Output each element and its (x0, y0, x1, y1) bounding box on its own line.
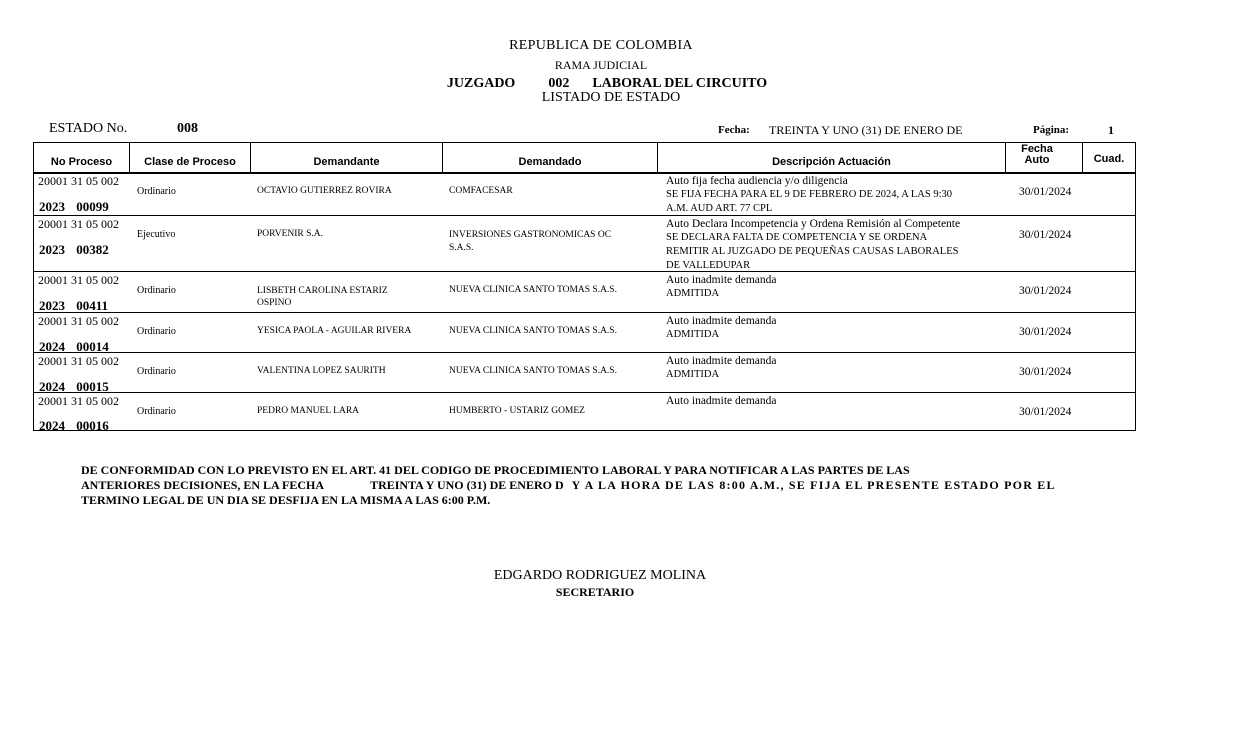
demandado (449, 229, 611, 255)
demandante (257, 285, 388, 309)
header-listing: LISTADO DE ESTADO (541, 90, 681, 105)
demandado: NUEVA CLINICA SANTO TOMAS S.A.S. (449, 285, 617, 295)
fecha-value: TREINTA Y UNO (31) DE ENERO DE (769, 123, 963, 137)
estado-table (33, 142, 1136, 431)
clase-proceso: Ordinario (137, 285, 176, 296)
demandante-line: OSPINO (257, 298, 292, 308)
row-divider (34, 312, 1135, 313)
signature-name: EDGARDO RODRIGUEZ MOLINA (493, 568, 707, 583)
proceso-seq: 00099 (76, 199, 109, 214)
proceso-year: 2023 (39, 298, 65, 313)
col-header-clase: Clase de Proceso (144, 156, 236, 168)
proceso-number (39, 199, 109, 215)
proceso-prefix: 20001 31 05 002 (38, 217, 119, 231)
descripcion-line: Auto inadmite demanda (666, 315, 777, 327)
demandante: OCTAVIO GUTIERREZ ROVIRA (257, 186, 392, 196)
proceso-number (39, 339, 109, 355)
descripcion-line: ADMITIDA (666, 369, 720, 380)
descripcion-line: ADMITIDA (666, 288, 720, 299)
fecha-label: Fecha: (718, 124, 750, 136)
signature-role: SECRETARIO (555, 585, 635, 599)
descripcion (666, 394, 777, 408)
col-header-demandado: Demandado (518, 156, 582, 168)
col-header-demandante: Demandante (313, 156, 380, 168)
pagina-label: Página: (1033, 124, 1070, 136)
demandante: YESICA PAOLA - AGUILAR RIVERA (257, 326, 412, 336)
fecha-auto: 30/01/2024 (1019, 229, 1072, 241)
demandante: PORVENIR S.A. (257, 229, 324, 239)
notice-line-2-date: TREINTA Y UNO (31) DE ENERO D (370, 478, 564, 492)
demandado: HUMBERTO - USTARIZ GOMEZ (449, 406, 585, 416)
clase-proceso: Ejecutivo (137, 229, 176, 240)
fecha-auto: 30/01/2024 (1019, 326, 1072, 338)
descripcion-line: Auto Declara Incompetencia y Ordena Remisión al Competente (666, 218, 961, 230)
descripcion-line: SE DECLARA FALTA DE COMPETENCIA Y SE ORDENA (666, 232, 928, 243)
demandante: VALENTINA LOPEZ SAURITH (257, 366, 386, 376)
demandado: NUEVA CLINICA SANTO TOMAS S.A.S. (449, 366, 617, 376)
proceso-seq: 00016 (76, 418, 109, 433)
header-court-word: JUZGADO (446, 76, 516, 91)
proceso-year: 2023 (39, 242, 65, 257)
proceso-number (39, 418, 109, 434)
col-header-descripcion: Descripción Actuación (772, 156, 891, 168)
demandante-line: LISBETH CAROLINA ESTARIZ (257, 286, 388, 296)
pagina-value: 1 (1108, 123, 1114, 137)
col-header-no-proceso: No Proceso (50, 156, 113, 168)
col-header-cuad: Cuad. (1093, 153, 1125, 165)
clase-proceso: Ordinario (137, 186, 176, 197)
descripcion (666, 174, 952, 216)
demandado: COMFACESAR (449, 186, 513, 196)
notice-paragraph (81, 463, 1056, 508)
descripcion (666, 273, 777, 301)
demandante: PEDRO MANUEL LARA (257, 406, 360, 416)
fecha-auto: 30/01/2024 (1019, 366, 1072, 378)
proceso-year: 2023 (39, 199, 65, 214)
proceso-number (39, 379, 109, 395)
descripcion (666, 217, 960, 273)
clase-proceso: Ordinario (137, 326, 176, 337)
fecha-auto: 30/01/2024 (1019, 285, 1072, 297)
proceso-seq: 00382 (76, 242, 109, 257)
descripcion-line: SE FIJA FECHA PARA EL 9 DE FEBRERO DE 2024, A LAS 9:30 (666, 189, 952, 200)
row-divider (34, 215, 1135, 216)
fecha-auto: 30/01/2024 (1019, 186, 1072, 198)
proceso-year: 2024 (39, 379, 65, 394)
row-divider (34, 172, 1135, 174)
row-divider (34, 352, 1135, 353)
descripcion-line: ADMITIDA (666, 329, 720, 340)
descripcion-line: Auto fija fecha audiencia y/o diligencia (666, 175, 848, 187)
col-header-fecha-auto-line1: Fecha (1021, 143, 1053, 155)
notice-line-2-start: ANTERIORES DECISIONES, EN LA FECHA (81, 478, 325, 492)
descripcion (666, 314, 777, 342)
col-header-fecha-auto (1006, 144, 1068, 166)
descripcion-line: Auto inadmite demanda (666, 395, 777, 407)
descripcion-line: REMITIR AL JUZGADO DE PEQUEÑAS CAUSAS LABORALES (666, 246, 959, 257)
demandado: NUEVA CLINICA SANTO TOMAS S.A.S. (449, 326, 617, 336)
proceso-seq: 00015 (76, 379, 109, 394)
proceso-year: 2024 (39, 418, 65, 433)
proceso-prefix: 20001 31 05 002 (38, 354, 119, 368)
descripcion-line: Auto inadmite demanda (666, 355, 777, 367)
proceso-prefix: 20001 31 05 002 (38, 314, 119, 328)
clase-proceso: Ordinario (137, 406, 176, 417)
notice-line-3: TERMINO LEGAL DE UN DIA SE DESFIJA EN LA MISMA A LAS 6:00 P.M. (81, 493, 491, 507)
proceso-seq: 00014 (76, 339, 109, 354)
notice-line-2-end: Y A LA HORA DE LAS 8:00 A.M., SE FIJA EL PRESENTE ESTADO POR EL (571, 478, 1056, 492)
header-country: REPUBLICA DE COLOMBIA (509, 38, 693, 53)
descripcion-line: Auto inadmite demanda (666, 274, 777, 286)
col-header-fecha-auto-line2: Auto (1024, 154, 1050, 166)
demandado-line: S.A.S. (449, 243, 474, 253)
estado-label: ESTADO No. (49, 121, 128, 136)
proceso-number (39, 242, 109, 258)
header-branch: RAMA JUDICIAL (554, 58, 648, 72)
descripcion-line: DE VALLEDUPAR (666, 260, 751, 271)
demandado-line: INVERSIONES GASTRONOMICAS OC (449, 230, 612, 240)
proceso-prefix: 20001 31 05 002 (38, 174, 119, 188)
estado-number: 008 (177, 121, 198, 136)
proceso-year: 2024 (39, 339, 65, 354)
header-court-number: 002 (548, 76, 570, 91)
descripcion-line: A.M. AUD ART. 77 CPL (666, 203, 773, 214)
proceso-prefix: 20001 31 05 002 (38, 394, 119, 408)
header-court-type: LABORAL DEL CIRCUITO (592, 76, 768, 91)
fecha-auto: 30/01/2024 (1019, 406, 1072, 418)
row-divider (34, 271, 1135, 272)
descripcion (666, 354, 777, 382)
proceso-number (39, 298, 108, 314)
clase-proceso: Ordinario (137, 366, 176, 377)
notice-line-1: DE CONFORMIDAD CON LO PREVISTO EN EL ART. 41 DEL CODIGO DE PROCEDIMIENTO LABORAL Y PARA NOTIFICAR A LAS PARTES DE LAS (81, 463, 910, 477)
row-divider (34, 392, 1135, 393)
proceso-seq: 00411 (76, 298, 109, 313)
proceso-prefix: 20001 31 05 002 (38, 273, 119, 287)
notice-line-2 (81, 478, 1056, 493)
